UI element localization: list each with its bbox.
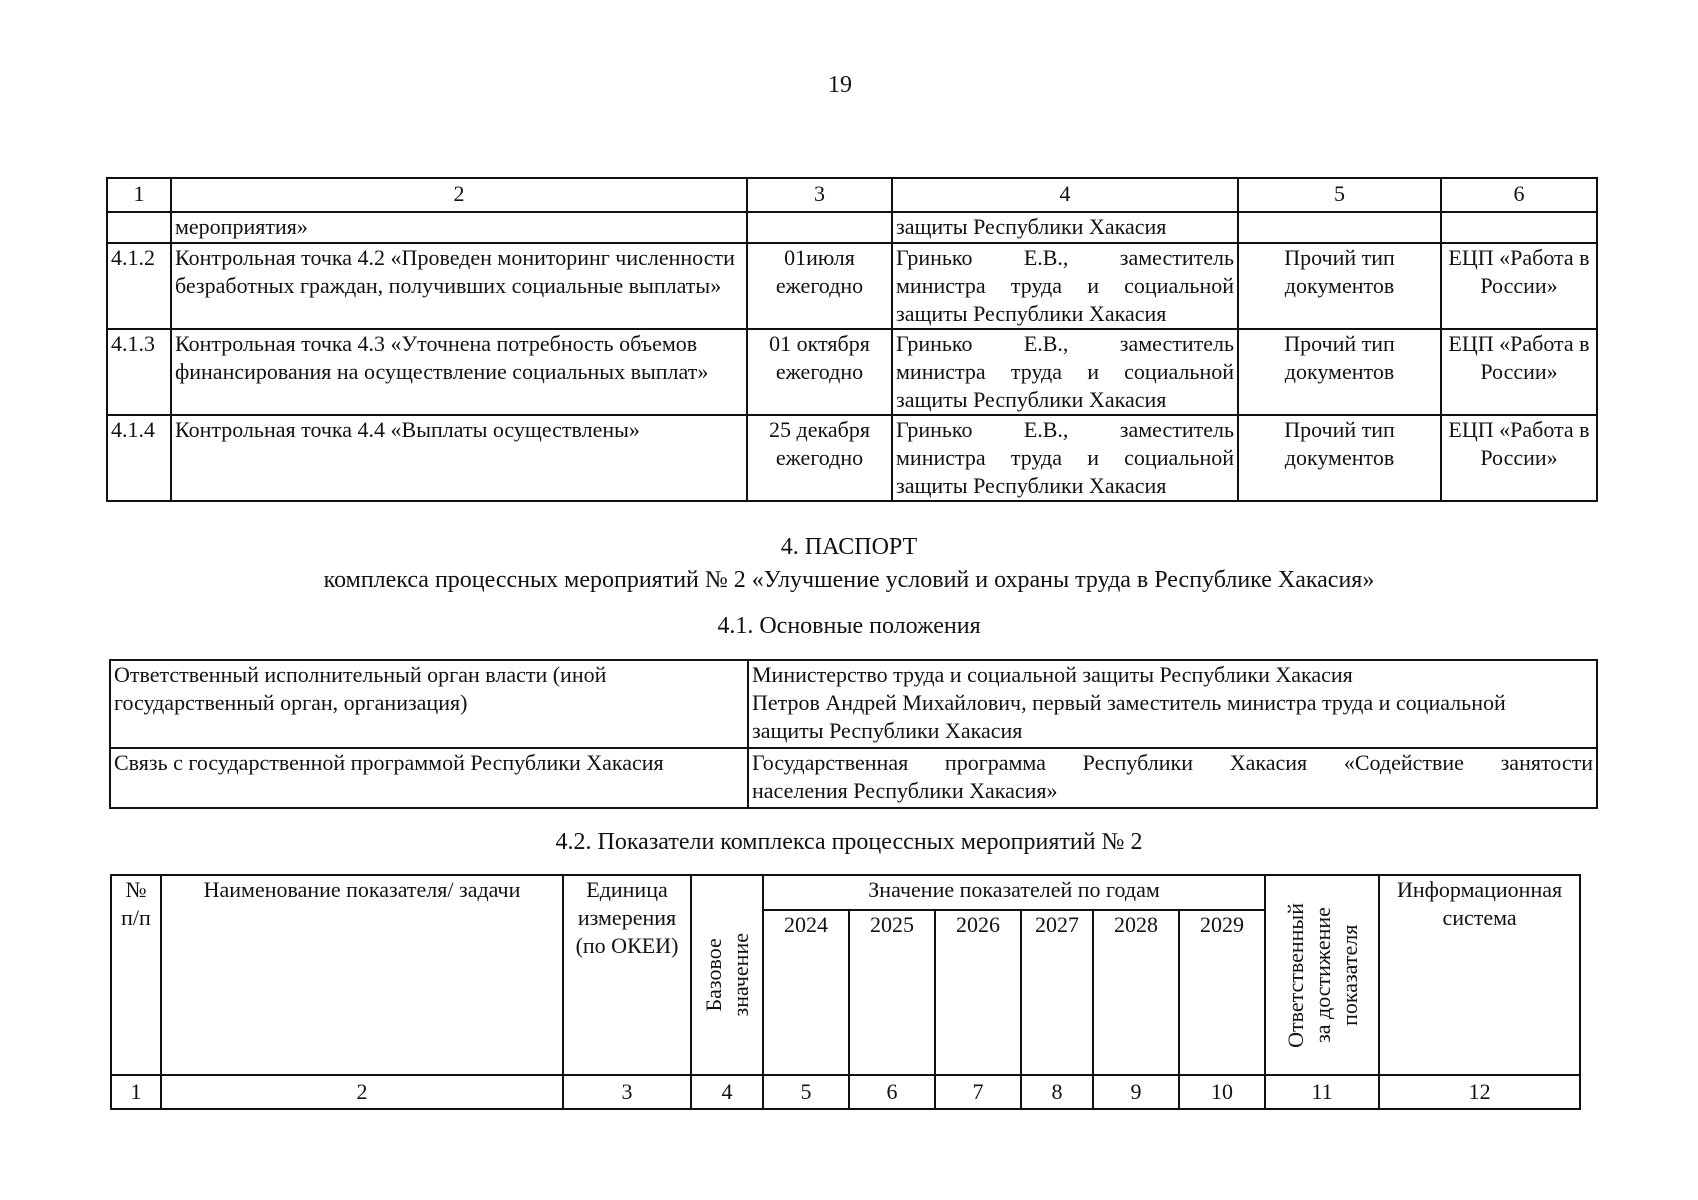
column-number: 4 (691, 1075, 763, 1109)
year-cell: 2024 (763, 910, 849, 1075)
table-cell: мероприятия» (171, 212, 747, 243)
column-number: 7 (935, 1075, 1021, 1109)
table-cell (1238, 212, 1441, 243)
table-row (107, 329, 1597, 415)
column-number: 9 (1093, 1075, 1179, 1109)
row-name: Контрольная точка 4.3 «Уточнена потребность объемов финансирования на осуществление социальных выплат» (171, 329, 747, 415)
row-doc-type: Прочий тип документов (1238, 415, 1441, 501)
row-name: Контрольная точка 4.2 «Проведен мониторинг численности безработных граждан, получивших социальные выплаты» (171, 243, 747, 329)
year-cell: 2027 (1021, 910, 1093, 1075)
row-doc-type: Прочий тип документов (1238, 243, 1441, 329)
subsection-heading: 4.1. Основные положения (717, 613, 981, 639)
column-number: 10 (1179, 1075, 1265, 1109)
indicators-table (110, 874, 1581, 1110)
column-numbers-row (111, 1075, 1580, 1109)
control-points-table (106, 177, 1598, 502)
row-system: ЕЦП «Работа в России» (1441, 243, 1597, 329)
header-cell: 1 (107, 178, 171, 212)
row-system: ЕЦП «Работа в России» (1441, 415, 1597, 501)
page-number: 19 (828, 72, 852, 98)
header-cell: 5 (1238, 178, 1441, 212)
header-cell: 2 (171, 178, 747, 212)
year-cell: 2029 (1179, 910, 1265, 1075)
row-number: 4.1.4 (107, 415, 171, 501)
year-cell: 2026 (935, 910, 1021, 1075)
header-responsible: Ответственный за достижение показателя (1265, 875, 1379, 1075)
year-cell: 2028 (1093, 910, 1179, 1075)
header-name: Наименование показателя/ задачи (161, 875, 563, 1075)
column-number: 2 (161, 1075, 563, 1109)
row-responsible: Гринько Е.В., заместитель министра труда и социальной защиты Республики Хакасия (892, 415, 1238, 501)
provision-label: Ответственный исполнительный орган власти (иной государственный орган, организация) (110, 660, 748, 748)
year-cell: 2025 (849, 910, 935, 1075)
row-doc-type: Прочий тип документов (1238, 329, 1441, 415)
header-base: Базовое значение (691, 875, 763, 1075)
row-number: 4.1.2 (107, 243, 171, 329)
header-system: Информационная система (1379, 875, 1580, 1075)
row-responsible: Гринько Е.В., заместитель министра труда и социальной защиты Республики Хакасия (892, 329, 1238, 415)
table-cell (107, 212, 171, 243)
table-row (110, 660, 1597, 748)
header-cell: 3 (747, 178, 892, 212)
table-header-row (111, 875, 1580, 910)
row-date: 01 октября ежегодно (747, 329, 892, 415)
table-row (110, 748, 1597, 808)
column-number: 11 (1265, 1075, 1379, 1109)
table-cell (747, 212, 892, 243)
header-cell: 6 (1441, 178, 1597, 212)
provision-label: Связь с государственной программой Республики Хакасия (110, 748, 748, 808)
row-responsible: Гринько Е.В., заместитель министра труда и социальной защиты Республики Хакасия (892, 243, 1238, 329)
column-number: 3 (563, 1075, 691, 1109)
header-unit: Единица измерения (по ОКЕИ) (563, 875, 691, 1075)
section-subtitle: комплекса процессных мероприятий № 2 «Улучшение условий и охраны труда в Республике Хакасия» (323, 567, 1375, 593)
column-number: 1 (111, 1075, 161, 1109)
provision-value: Государственная программа Республики Хакасия «Содействие занятости населения Республики Хакасия» (748, 748, 1597, 808)
main-provisions-table (109, 659, 1598, 809)
row-date: 01июля ежегодно (747, 243, 892, 329)
row-system: ЕЦП «Работа в России» (1441, 329, 1597, 415)
row-name: Контрольная точка 4.4 «Выплаты осуществлены» (171, 415, 747, 501)
table-cell (1441, 212, 1597, 243)
provision-value: Министерство труда и социальной защиты Республики Хакасия Петров Андрей Михайлович, первый заместитель министра труда и социальной защиты Республики Хакасия (748, 660, 1597, 748)
column-number: 6 (849, 1075, 935, 1109)
header-cell: 4 (892, 178, 1238, 212)
section-title: 4. ПАСПОРТ (780, 534, 918, 560)
table-row (107, 212, 1597, 243)
table-header-row (107, 178, 1597, 212)
table-row (107, 415, 1597, 501)
row-number: 4.1.3 (107, 329, 171, 415)
row-date: 25 декабря ежегодно (747, 415, 892, 501)
subsection-heading: 4.2. Показатели комплекса процессных мероприятий № 2 (555, 829, 1143, 855)
column-number: 12 (1379, 1075, 1580, 1109)
header-values-by-year: Значение показателей по годам (763, 875, 1265, 910)
table-cell: защиты Республики Хакасия (892, 212, 1238, 243)
table-row (107, 243, 1597, 329)
column-number: 8 (1021, 1075, 1093, 1109)
column-number: 5 (763, 1075, 849, 1109)
header-num: № п/п (111, 875, 161, 1075)
